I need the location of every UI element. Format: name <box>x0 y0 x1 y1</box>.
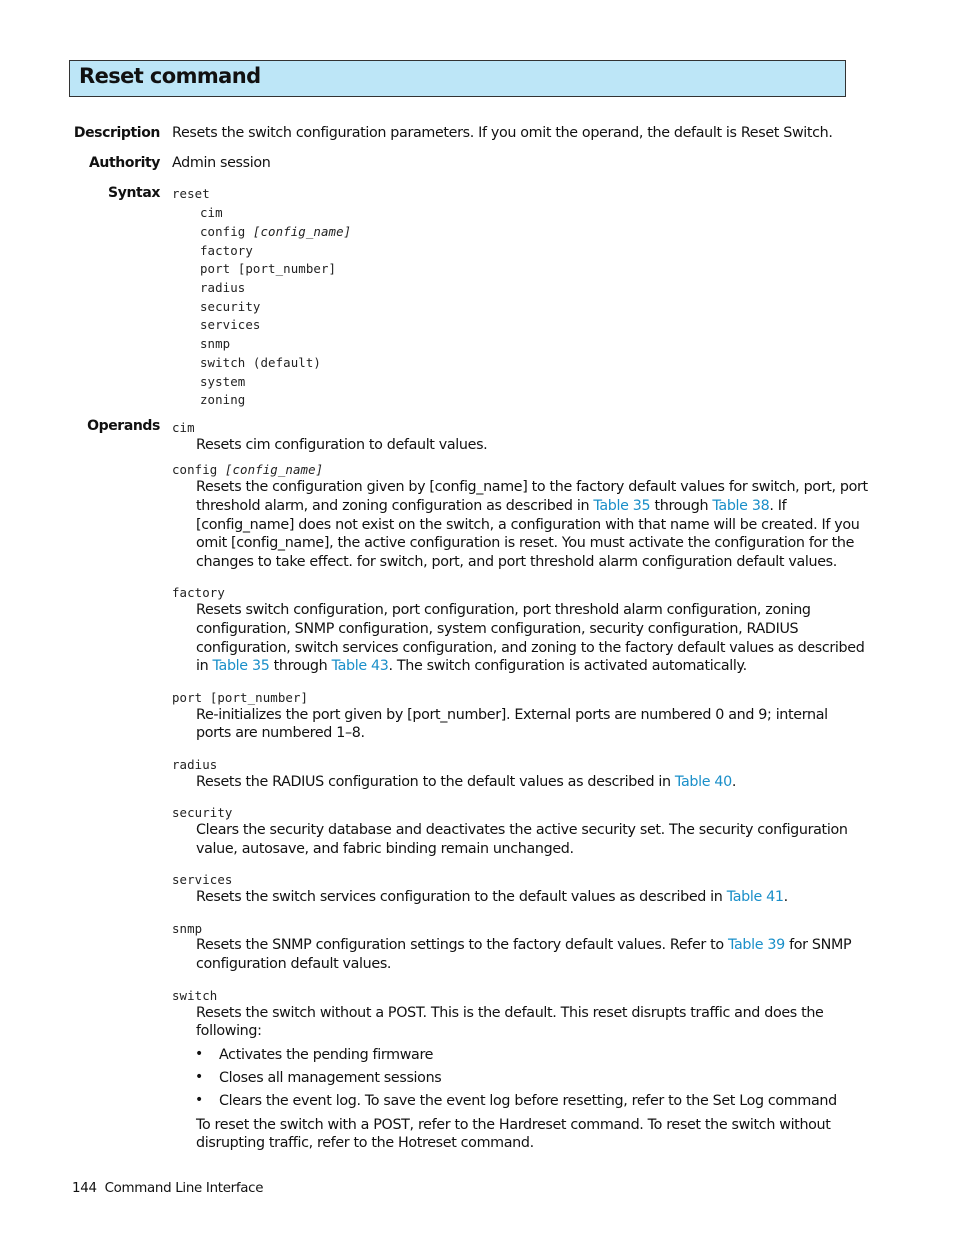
table-link[interactable]: Table 43 <box>331 658 389 674</box>
syntax-option: config [config_name] <box>200 224 352 239</box>
operand-security-line: value, autosave, and fabric binding remain unchanged. <box>196 841 574 857</box>
operand-config-line: [config_name] does not exist on the switch, a configuration with that name will be created. If you <box>196 517 860 533</box>
operands-label: Operands <box>87 418 160 434</box>
bullet-marker: • <box>195 1069 204 1085</box>
description-text: Resets the switch configuration parameters. If you omit the operand, the default is Reset Switch. <box>172 125 833 141</box>
table-link[interactable]: Table 38 <box>712 498 770 514</box>
operand-factory-line: configuration, SNMP configuration, system configuration, security configuration, RADIUS <box>196 621 799 637</box>
operand-config-line: omit [config_name], the active configuration is reset. You must activate the configuration for the <box>196 535 855 551</box>
operand-name-services: services <box>172 872 233 887</box>
operand-radius-line: Resets the RADIUS configuration to the default values as described in Table 40. <box>196 774 737 790</box>
operand-security-line: Clears the security database and deactivates the active security set. The security configuration <box>196 822 848 838</box>
table-link[interactable]: Table 39 <box>727 937 785 953</box>
authority-text: Admin session <box>172 155 271 171</box>
syntax-option: port [port_number] <box>200 261 337 276</box>
syntax-option: services <box>200 317 261 332</box>
operand-name-radius: radius <box>172 757 218 772</box>
syntax-option: snmp <box>200 336 231 351</box>
table-link[interactable]: Table 41 <box>726 889 784 905</box>
bullet-item: Closes all management sessions <box>219 1070 442 1086</box>
bullet-item: Clears the event log. To save the event log before resetting, refer to the Set Log command <box>219 1093 837 1109</box>
page-title: Reset command <box>79 64 261 88</box>
operand-snmp-line: Resets the SNMP configuration settings to the factory default values. Refer to Table 39 for SNMP <box>196 937 852 953</box>
bullet-marker: • <box>195 1046 204 1062</box>
operand-port-line: ports are numbered 1–8. <box>196 725 365 741</box>
syntax-option: security <box>200 299 261 314</box>
operand-switch-line: disrupting traffic, refer to the Hotreset command. <box>196 1135 534 1151</box>
operand-name-cim: cim <box>172 420 195 435</box>
title-banner <box>69 60 846 97</box>
operand-factory-line: Resets switch configuration, port configuration, port threshold alarm configuration, zoning <box>196 602 811 618</box>
operand-port-line: Re-initializes the port given by [port_number]. External ports are numbered 0 and 9; internal <box>196 707 828 723</box>
table-link[interactable]: Table 35 <box>593 498 651 514</box>
syntax-option: system <box>200 374 246 389</box>
syntax-option: zoning <box>200 392 246 407</box>
syntax-option: factory <box>200 243 253 258</box>
operand-name-port: port [port_number] <box>172 690 309 705</box>
page-number: 144 <box>72 1181 97 1196</box>
footer-section: Command Line Interface <box>104 1181 264 1196</box>
table-link[interactable]: Table 40 <box>674 774 732 790</box>
operand-services-line: Resets the switch services configuration to the default values as described in Table 41. <box>196 889 788 905</box>
syntax-command: reset <box>172 186 210 201</box>
bullet-marker: • <box>195 1092 204 1108</box>
syntax-option: radius <box>200 280 246 295</box>
operand-switch-line: Resets the switch without a POST. This is the default. This reset disrupts traffic and does the <box>196 1005 824 1021</box>
authority-label: Authority <box>88 155 160 171</box>
description-label: Description <box>73 125 160 141</box>
syntax-label: Syntax <box>108 185 160 201</box>
operand-switch-line: To reset the switch with a POST, refer to the Hardreset command. To reset the switch without <box>196 1117 831 1133</box>
table-link[interactable]: Table 35 <box>212 658 270 674</box>
operand-switch-line: following: <box>196 1023 262 1039</box>
syntax-option: cim <box>200 205 223 220</box>
operand-config-line: changes to take effect. for switch, port, and port threshold alarm configuration default values. <box>196 554 837 570</box>
operand-config-line: Resets the configuration given by [config_name] to the factory default values for switch, port, port <box>196 479 868 495</box>
operand-snmp-line: configuration default values. <box>196 956 392 972</box>
syntax-option: switch (default) <box>200 355 321 370</box>
operand-config-line: threshold alarm, and zoning configuration as described in Table 35 through Table 38. If <box>196 498 787 514</box>
operand-factory-line: in Table 35 through Table 43. The switch configuration is activated automatically. <box>196 658 747 674</box>
page-footer <box>72 1181 263 1196</box>
operand-name-security: security <box>172 805 233 820</box>
bullet-item: Activates the pending firmware <box>219 1047 434 1063</box>
operand-factory-line: configuration, switch services configuration, and zoning to the factory default values as described <box>196 640 865 656</box>
operand-name-factory: factory <box>172 585 225 600</box>
operand-name-snmp: snmp <box>172 921 203 936</box>
operand-name-config: config [config_name] <box>172 462 324 477</box>
operand-name-switch: switch <box>172 988 218 1003</box>
operand-cim-text: Resets cim configuration to default values. <box>196 437 488 453</box>
